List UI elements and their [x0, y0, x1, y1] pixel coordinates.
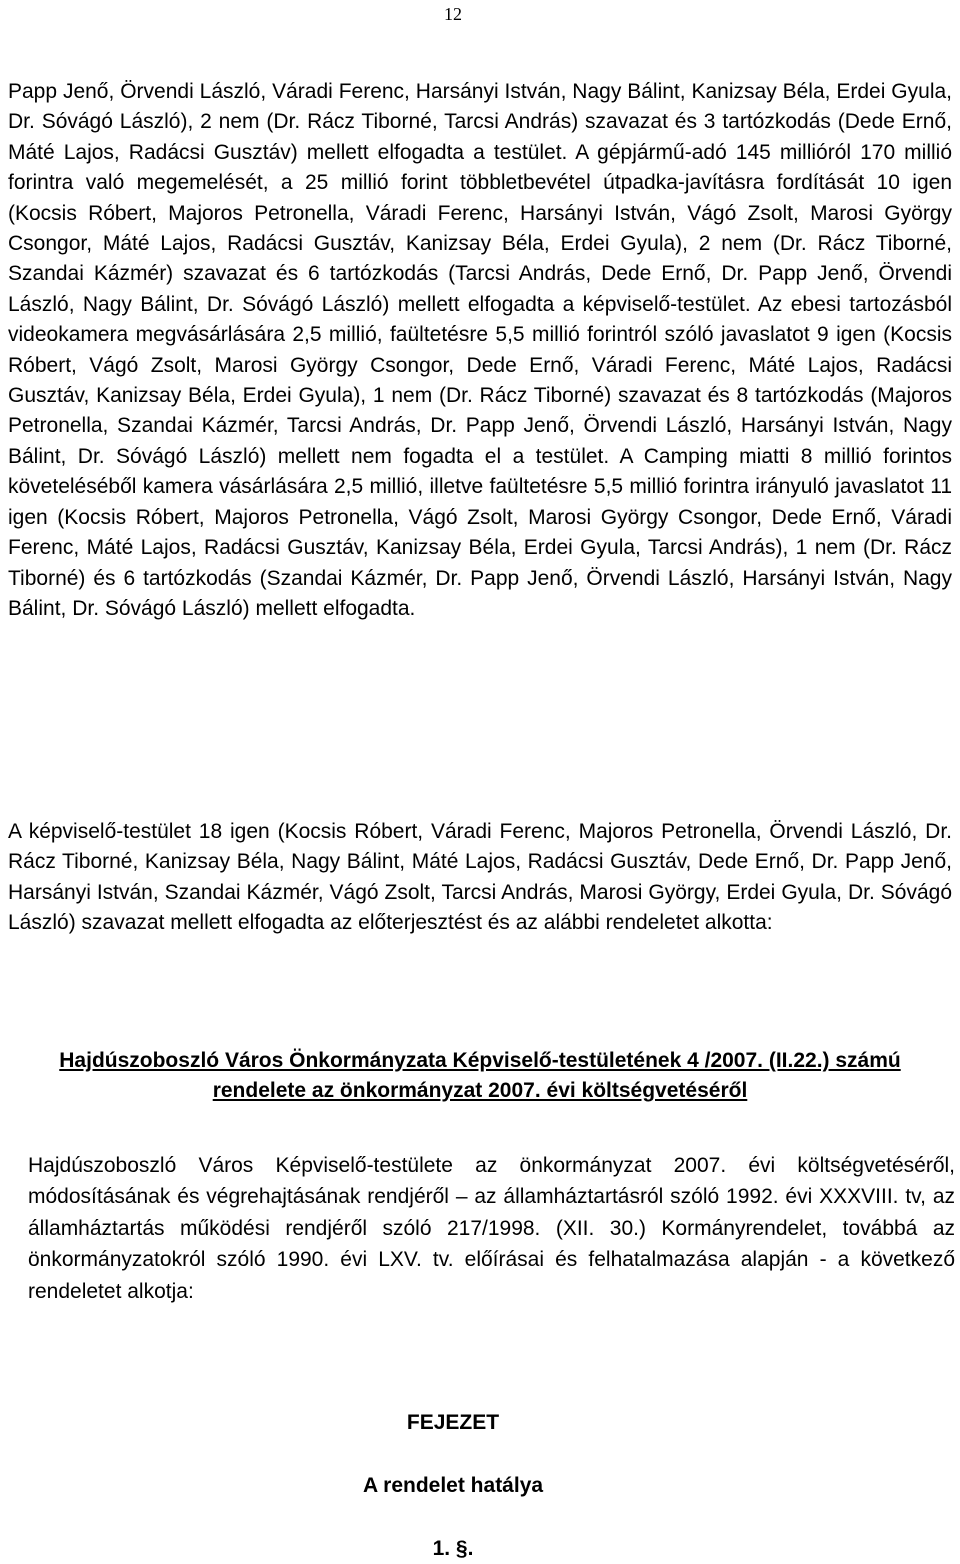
chapter-subtitle: A rendelet hatálya — [362, 1474, 544, 1497]
regulation-title: Hajdúszoboszló Város Önkormányzata Képviselő-testületének 4 /2007. (II.22.) számú rendelete az önkormányzat 2007. évi költségvetéséről — [59, 1049, 901, 1102]
section-number: 1. §. — [432, 1537, 474, 1560]
adoption-paragraph: A képviselő-testület 18 igen (Kocsis Róbert, Váradi Ferenc, Majoros Petronella, Örvendi László, Dr. Rácz Tiborné, Kanizsay Béla, Nagy Bálint, Máté Lajos, Radácsi Gusztáv, Dede Ernő, Dr. Papp Jenő, Harsányi István, Szandai Kázmér, Vágó Zsolt, Tarcsi András, Marosi György, Erdei Gyula, Dr. Sóvágó László) szavazat mellett elfogadta az előterjesztést és az alábbi rendeletet alkotta: — [8, 820, 952, 935]
page-number: 12 — [444, 4, 462, 24]
voting-results-paragraph: Papp Jenő, Örvendi László, Váradi Ferenc, Harsányi István, Nagy Bálint, Kanizsay Béla, Erdei Gyula, Dr. Sóvágó László), 2 nem (Dr. Rácz Tiborné, Tarcsi András) szavazat és 3 tartózkodás (Dede Ernő, Máté Lajos, Radácsi Gusztáv) mellett elfogadta a testület. A gépjármű-adó 145 millióról 170 millió forintra való megemelését, a 25 millió forint többletbevétel útpadka-javításra fordítását 10 igen (Kocsis Róbert, Majoros Petronella, Váradi Ferenc, Harsányi István, Vágó Zsolt, Marosi György Csongor, Máté Lajos, Radácsi Gusztáv, Kanizsay Béla, Erdei Gyula), 2 nem (Dr. Rácz Tiborné, Szandai Kázmér) szavazat és 6 tartózkodás (Tarcsi András, Dede Ernő, Dr. Papp Jenő, Örvendi László, Nagy Bálint, Dr. Sóvágó László) mellett elfogadta a képviselő-testület. Az ebesi tartozásból videokamera megvásárlására 2,5 millió, faültetésre 5,5 millió forintról szóló javaslatot 9 igen (Kocsis Róbert, Vágó Zsolt, Marosi György Csongor, Dede Ernő, Váradi Ferenc, Máté Lajos, Radácsi Gusztáv, Kanizsay Béla, Erdei Gyula), 1 nem (Dr. Rácz Tiborné) szavazat és 8 tartózkodás (Majoros Petronella, Szandai Kázmér, Tarcsi András, Dr. Papp Jenő, Örvendi László, Harsányi István, Nagy Bálint, Dr. Sóvágó László) mellett nem fogadta el a testület. A Camping miatti 8 millió forintos követeléséből kamera vásárlására 2,5 millió, illetve faültetésre 5,5 millió forintra irányuló javaslatot 11 igen (Kocsis Róbert, Majoros Petronella, Vágó Zsolt, Marosi György Csongor, Dede Ernő, Váradi Ferenc, Máté Lajos, Radácsi Gusztáv, Kanizsay Béla, Erdei Gyula, Tarcsi András), 1 nem (Dr. Rácz Tiborné) és 6 tartózkodás (Szandai Kázmér, Dr. Papp Jenő, Örvendi László, Harsányi István, Nagy Bálint, Dr. Sóvágó László) mellett elfogadta. — [8, 80, 952, 620]
chapter-heading: FEJEZET — [406, 1411, 500, 1434]
preamble-paragraph: Hajdúszoboszló Város Képviselő-testülete az önkormányzat 2007. évi költségvetéséről, módosításának és végrehajtásának rendjéről – az államháztartásról szóló 1992. évi XXXVIII. tv, az államháztartás működési rendjéről szóló 217/1998. (XII. 30.) Kormányrendelet, továbbá az önkormányzatokról szóló 1990. évi LXV. tv. előírásai és felhatalmazása alapján - a következő rendeletet alkotja: — [28, 1154, 955, 1303]
